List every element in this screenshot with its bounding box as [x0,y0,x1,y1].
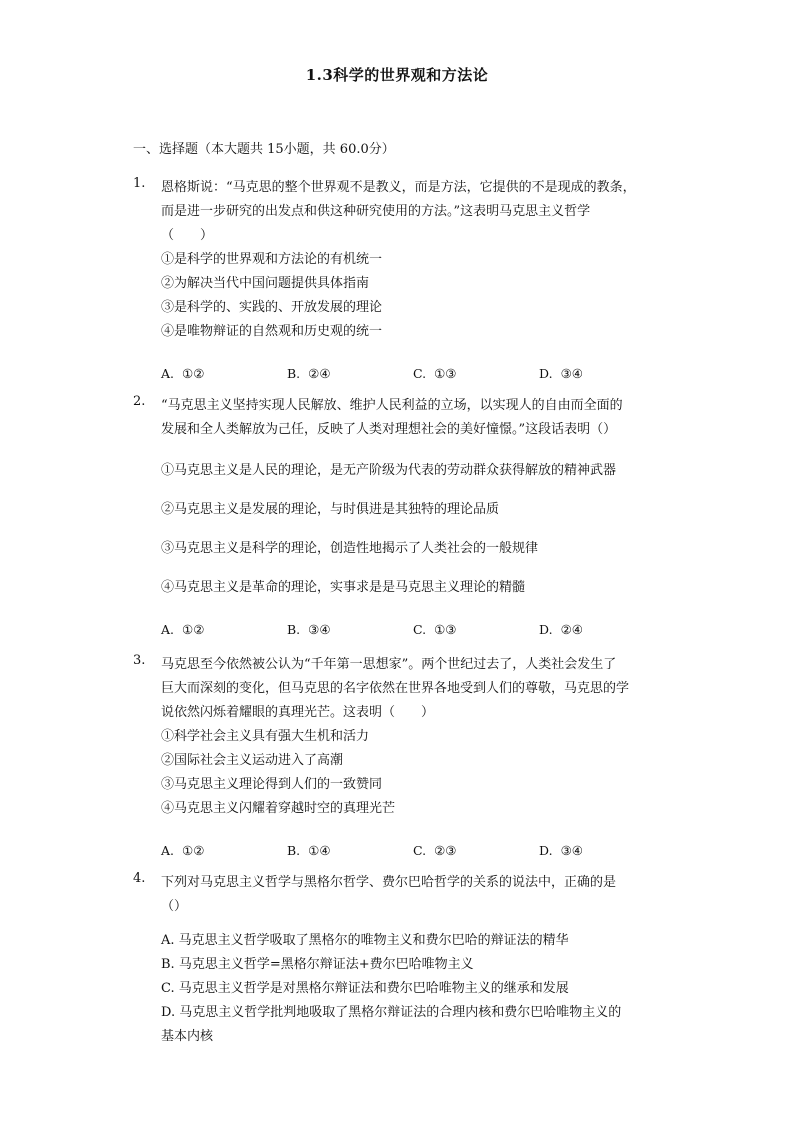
statement-2: ②为解决当代中国问题提供具体指南 [161,276,370,291]
section-heading: 一、选择题（本大题共 15小题，共 60.0分） [133,142,395,157]
question-stem-line: 马克思至今依然被公认为“千年第一思想家”。两个世纪过去了，人类社会发生了 [161,657,617,672]
choice-d[interactable]: D. ③④ [539,843,583,858]
choice-b[interactable]: B. ③④ [287,622,331,637]
choice-d[interactable]: D. ②④ [539,622,583,637]
option-a[interactable]: A. 马克思主义哲学吸取了黑格尔的唯物主义和费尔巴哈的辩证法的精华 [161,933,569,948]
choice-a[interactable]: A. ①② [161,622,205,637]
statement-3: ③是科学的、实践的、开放发展的理论 [161,300,383,315]
page-title: 1.3科学的世界观和方法论 [305,66,489,84]
statement-3: ③马克思主义是科学的理论，创造性地揭示了人类社会的一般规律 [161,541,539,556]
question-stem-line: 说依然闪烁着耀眼的真理光芒。这表明（ ） [161,705,435,720]
question-number: 3. [133,653,146,668]
choice-c[interactable]: C. ①③ [413,622,457,637]
statement-4: ④马克思主义是革命的理论，实事求是是马克思主义理论的精髓 [161,580,526,595]
statement-2: ②马克思主义是发展的理论，与时俱进是其独特的理论品质 [161,502,500,517]
question-3 [133,653,673,859]
answer-choices [161,362,673,382]
question-stem-line: 恩格斯说：“马克思的整个世界观不是教义，而是方法，它提供的不是现成的教条， [161,180,636,195]
choice-b[interactable]: B. ②④ [287,366,331,381]
choice-c[interactable]: C. ②③ [413,843,457,858]
question-2 [133,394,673,638]
question-number: 1. [133,176,146,191]
choice-c[interactable]: C. ①③ [413,366,457,381]
option-d[interactable]: D. 马克思主义哲学批判地吸取了黑格尔辩证法的合理内核和费尔巴哈唯物主义的 [161,1005,622,1020]
choice-b[interactable]: B. ①④ [287,843,331,858]
question-stem-line: “马克思主义坚持实现人民解放、维护人民利益的立场，以实现人的自由而全面的 [161,398,623,413]
statement-4: ④是唯物辩证的自然观和历史观的统一 [161,324,383,339]
option-d-continued: 基本内核 [161,1029,214,1044]
choice-a[interactable]: A. ①② [161,843,205,858]
question-number: 4. [133,871,146,886]
question-4 [133,871,673,1049]
answer-choices [161,839,673,859]
choice-d[interactable]: D. ③④ [539,366,583,381]
question-stem-line: （ ） [161,228,214,243]
question-number: 2. [133,394,146,409]
question-1 [133,176,673,382]
statement-3: ③马克思主义理论得到人们的一致赞同 [161,777,383,792]
answer-choices [161,618,673,638]
statement-2: ②国际社会主义运动进入了高潮 [161,753,344,768]
question-stem-line: 而是进一步研究的出发点和供这种研究使用的方法。”这表明马克思主义哲学 [161,204,591,219]
question-stem-line: 发展和全人类解放为己任，反映了人类对理想社会的美好憧憬。”这段话表明（） [161,422,617,437]
question-stem-line: （） [161,899,188,914]
statement-1: ①马克思主义是人民的理论，是无产阶级为代表的劳动群众获得解放的精神武器 [161,463,617,478]
choice-a[interactable]: A. ①② [161,366,205,381]
question-stem-line: 下列对马克思主义哲学与黑格尔哲学、费尔巴哈哲学的关系的说法中，正确的是 [161,875,617,890]
question-stem-line: 巨大而深刻的变化，但马克思的名字依然在世界各地受到人们的尊敬，马克思的学 [161,681,630,696]
option-c[interactable]: C. 马克思主义哲学是对黑格尔辩证法和费尔巴哈唯物主义的继承和发展 [161,981,569,996]
statement-4: ④马克思主义闪耀着穿越时空的真理光芒 [161,801,396,816]
option-b[interactable]: B. 马克思主义哲学=黑格尔辩证法+费尔巴哈唯物主义 [161,957,474,972]
statement-1: ①科学社会主义具有强大生机和活力 [161,729,370,744]
statement-1: ①是科学的世界观和方法论的有机统一 [161,252,383,267]
